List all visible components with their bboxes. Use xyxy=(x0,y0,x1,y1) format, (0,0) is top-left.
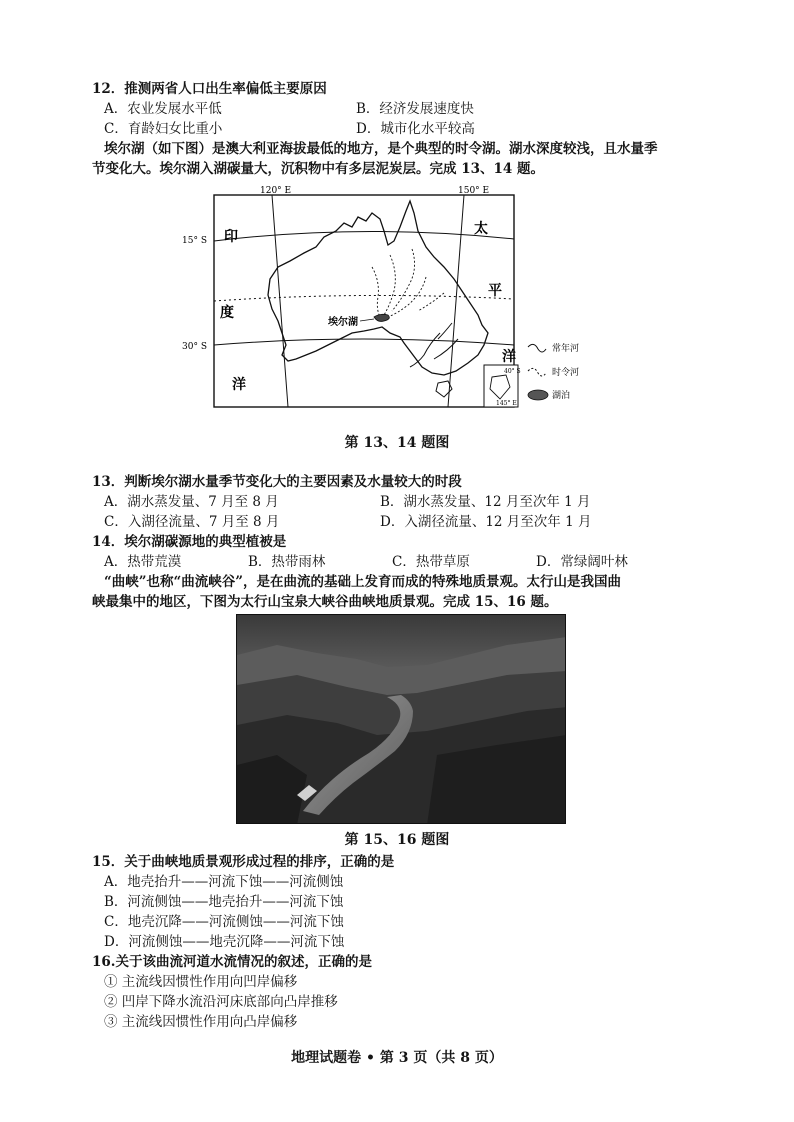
q12-option-a: A．农业发展水平低 xyxy=(104,101,222,117)
legend-perennial: 常年河 xyxy=(552,344,580,354)
q15-option-b: B．河流侧蚀——地壳抬升——河流下蚀 xyxy=(104,894,344,910)
q12-option-b: B．经济发展速度快 xyxy=(356,101,474,117)
q15-option-d: D．河流侧蚀——地壳沉降——河流下蚀 xyxy=(104,934,345,950)
map-legend xyxy=(528,342,579,401)
intro-13-14-line1: 埃尔湖（如下图）是澳大利亚海拔最低的地方，是个典型的时令湖。湖水深度较浅，且水量季 xyxy=(104,141,658,157)
lon-150-label: 150° E xyxy=(458,186,490,196)
intro-15-16-line1: “曲峡”也称“曲流峡谷”，是在曲流的基础上发育而成的特殊地质景观。太行山是我国曲 xyxy=(104,574,622,590)
q16-item-3: ③ 主流线因惯性作用向凸岸偏移 xyxy=(104,1014,298,1030)
q16-item-2: ② 凹岸下降水流沿河床底部向凸岸推移 xyxy=(104,994,338,1010)
lake-eyre-label: 埃尔湖 xyxy=(328,317,358,328)
ocean-right-1: 太 xyxy=(474,221,488,237)
q13-option-a: A．湖水蒸发量、7 月至 8 月 xyxy=(104,494,279,510)
inset-lon-label: 145° E xyxy=(496,400,517,407)
question-15-stem: 15．关于曲峡地质景观形成过程的排序，正确的是 xyxy=(92,854,395,870)
inset-lat-label: 40° S xyxy=(504,368,521,375)
q14-option-b: B．热带雨林 xyxy=(248,554,326,570)
page-footer: 地理试题卷 • 第 3 页（共 8 页） xyxy=(291,1050,503,1066)
ocean-right-2: 平 xyxy=(488,283,502,299)
q13-option-b: B．湖水蒸发量、12 月至次年 1 月 xyxy=(380,494,591,510)
legend-seasonal: 时令河 xyxy=(552,368,580,378)
question-16-stem: 16.关于该曲流河道水流情况的叙述，正确的是 xyxy=(92,954,372,970)
ocean-left-1: 印 xyxy=(224,229,238,245)
lon-120-label: 120° E xyxy=(260,186,292,196)
q12-option-d: D．城市化水平较高 xyxy=(356,121,475,137)
figure-15-16-caption: 第 15、16 题图 xyxy=(344,832,450,848)
intro-13-14-line2: 节变化大。埃尔湖入湖碳量大，沉积物中有多层泥炭层。完成 13、14 题。 xyxy=(92,161,544,177)
australia-map xyxy=(182,183,584,411)
lat-15-label: 15° S xyxy=(182,236,207,246)
ocean-left-3: 洋 xyxy=(232,377,246,393)
lat-30-label: 30° S xyxy=(182,342,207,352)
q15-option-c: C．地壳沉降——河流侧蚀——河流下蚀 xyxy=(104,914,344,930)
ocean-left-2: 度 xyxy=(220,305,234,321)
question-14-stem: 14．埃尔湖碳源地的典型植被是 xyxy=(92,534,287,550)
ocean-right-3: 洋 xyxy=(502,349,516,365)
q14-option-d: D．常绿阔叶林 xyxy=(536,554,628,570)
canyon-photo xyxy=(236,614,566,824)
legend-lake: 湖泊 xyxy=(552,391,571,401)
q14-option-a: A．热带荒漠 xyxy=(104,554,182,570)
figure-13-14-caption: 第 13、14 题图 xyxy=(344,435,450,451)
q13-option-c: C．入湖径流量、7 月至 8 月 xyxy=(104,514,280,530)
q16-item-1: ① 主流线因惯性作用向凹岸偏移 xyxy=(104,974,298,990)
question-12-stem: 12．推测两省人口出生率偏低主要原因 xyxy=(92,81,327,97)
intro-15-16-line2: 峡最集中的地区，下图为太行山宝泉大峡谷曲峡地质景观。完成 15、16 题。 xyxy=(92,594,558,610)
q12-option-c: C．育龄妇女比重小 xyxy=(104,121,223,137)
q14-option-c: C．热带草原 xyxy=(392,554,470,570)
q13-option-d: D．入湖径流量、12 月至次年 1 月 xyxy=(380,514,592,530)
q15-option-a: A．地壳抬升——河流下蚀——河流侧蚀 xyxy=(104,874,344,890)
question-13-stem: 13．判断埃尔湖水量季节变化大的主要因素及水量较大的时段 xyxy=(92,474,462,490)
